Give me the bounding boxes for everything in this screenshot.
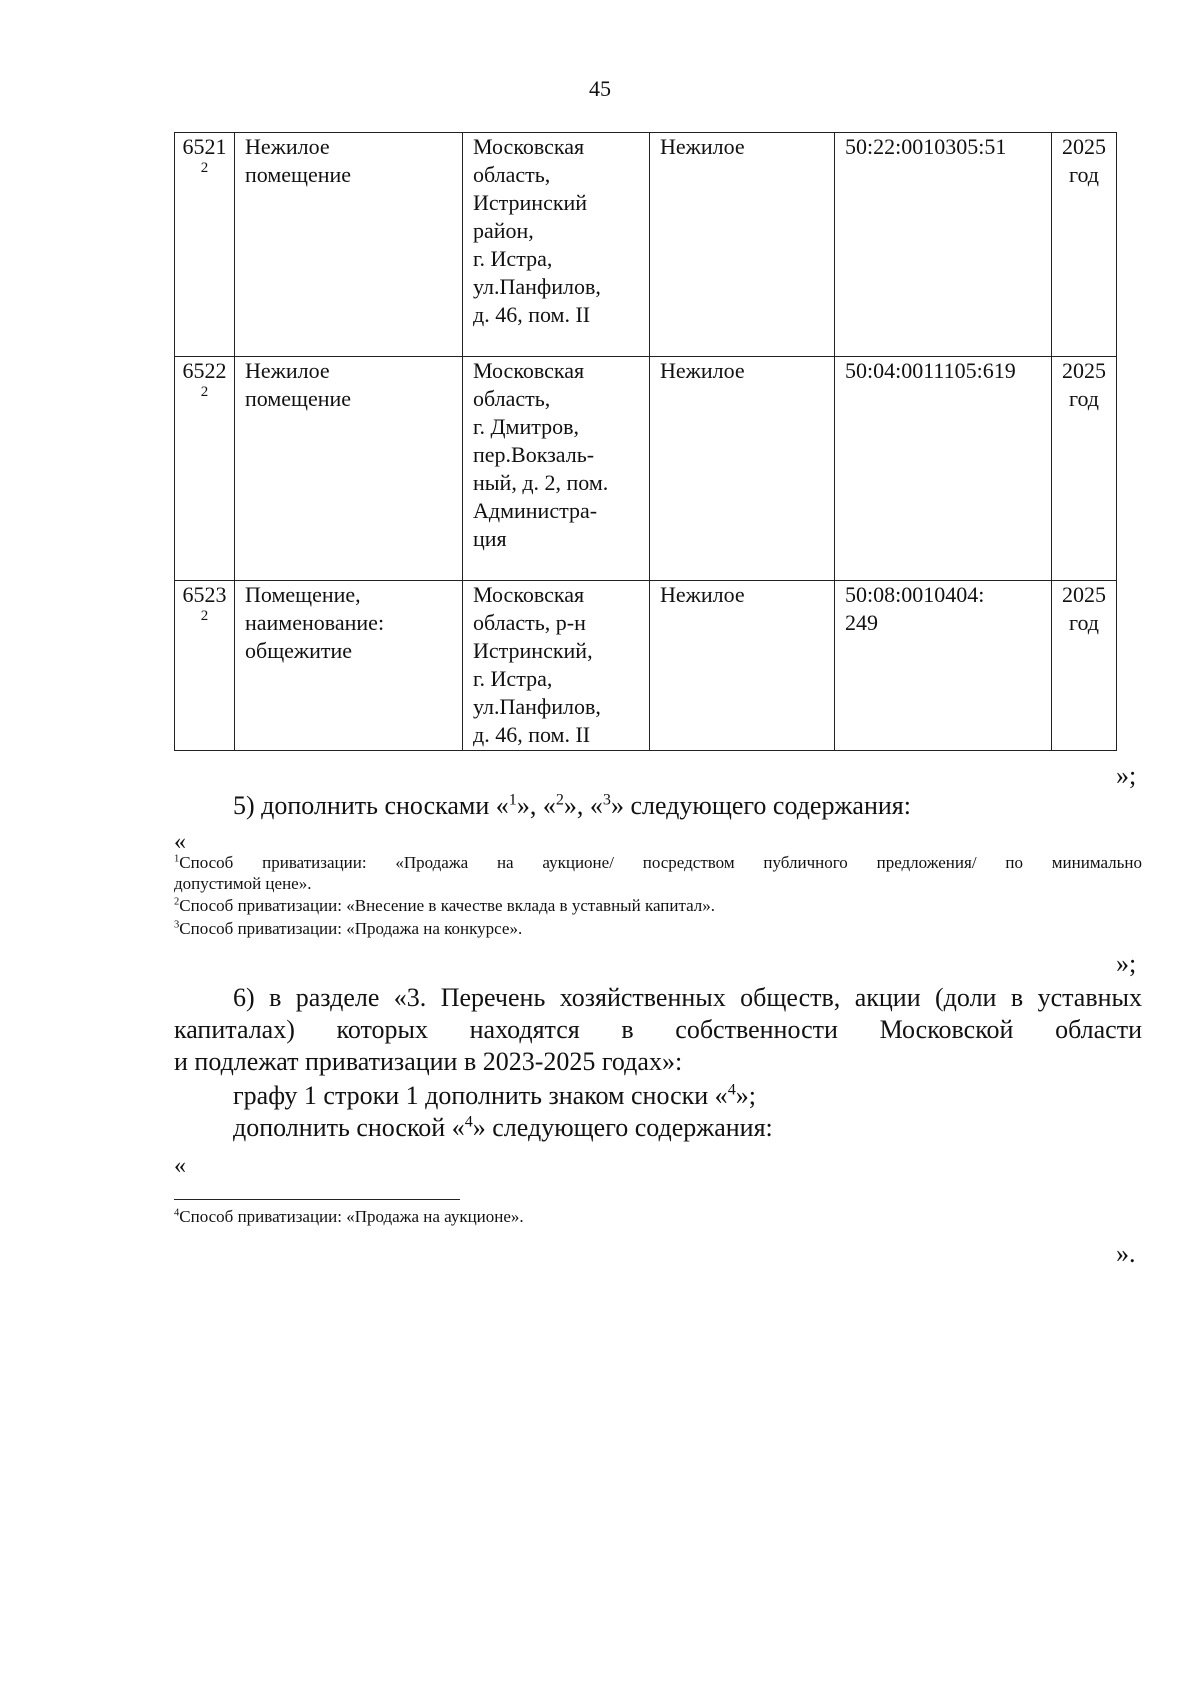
item-5-sep: », « [516,791,556,820]
footnote-ref: 4 [464,1113,473,1131]
table-row [175,581,1117,751]
object-address: Московская область, г. Дмитров, пер.Вокзаль- ный, д. 2, пом. Администра- ция [463,357,650,581]
footnote-2 [174,895,715,916]
footnote-text: Способ приватизации: «Продажа на аукционе/ посредством публичного предложения/ по минимально [179,853,1142,872]
row-number-cell [175,581,235,751]
property-table [174,132,1117,751]
object-name: Нежилое помещение [235,357,463,581]
footnote-1-line-1 [174,852,1142,873]
footnote-mark: 1 [174,853,180,865]
item-6-line-3: и подлежат приватизации в 2023-2025 годах»: [174,1047,683,1076]
closing-quote: »; [1116,761,1137,790]
object-address: Московская область, Истринский район, г. Истра, ул.Панфилов, д. 46, пом. II [463,133,650,357]
item-5-sep: », « [563,791,603,820]
table-row [175,357,1117,581]
add-suffix: » следующего содержания: [472,1113,773,1142]
footnote-text: Способ приватизации: «Внесение в качестве вклада в уставный капитал». [179,896,716,915]
footnote-ref: 2 [555,791,564,809]
cadastral-number: 50:04:0011105:619 [835,357,1052,581]
footnote-mark: 3 [174,919,180,931]
footnote-1-line-2: допустимой цене». [174,874,312,893]
footnote-mark: 4 [174,1207,180,1219]
footnote-ref: 1 [508,791,517,809]
graph-prefix: графу 1 строки 1 дополнить знаком сноски « [233,1081,728,1110]
row-number: 6523 [182,582,227,607]
closing-quote: »; [1116,949,1137,978]
footnote-text: Способ приватизации: «Продажа на конкурсе». [179,919,523,938]
item-6-line-1: 6) в разделе «3. Перечень хозяйственных обществ, акции (доли в уставных [233,983,1142,1012]
row-number-cell [175,133,235,357]
opening-quote: « [174,829,186,855]
object-purpose: Нежилое [650,357,835,581]
row-number-cell [175,357,235,581]
object-purpose: Нежилое [650,133,835,357]
object-purpose: Нежилое [650,581,835,751]
opening-quote: « [174,1153,186,1179]
footnote-4 [174,1206,524,1227]
row-footnote-mark: 2 [200,608,209,624]
add-footnote-instruction [233,1112,773,1144]
row-number: 6522 [182,358,227,383]
footnote-text: Способ приватизации: «Продажа на аукционе». [179,1207,524,1226]
cadastral-number: 50:22:0010305:51 [835,133,1052,357]
footnote-ref: 3 [602,791,611,809]
object-name: Помещение, наименование: общежитие [235,581,463,751]
footnote-3 [174,918,522,939]
add-prefix: дополнить сноской « [233,1113,465,1142]
table-row [175,133,1117,357]
graph-instruction [233,1080,756,1112]
page-number: 45 [589,76,611,101]
object-address: Московская область, р-н Истринский, г. Истра, ул.Панфилов, д. 46, пом. II [463,581,650,751]
footnote-separator [174,1199,460,1200]
privatization-year: 2025 год [1052,133,1117,357]
item-6-line-2: капиталах) которых находятся в собственности Московской области [174,1015,1142,1044]
item-5 [233,790,911,822]
item-5-prefix: 5) дополнить сносками « [233,791,509,820]
privatization-year: 2025 год [1052,581,1117,751]
cadastral-number: 50:08:0010404: 249 [835,581,1052,751]
row-footnote-mark: 2 [200,384,209,400]
row-number: 6521 [182,134,227,159]
closing-quote: ». [1116,1239,1136,1268]
object-name: Нежилое помещение [235,133,463,357]
graph-suffix: »; [735,1081,756,1110]
footnote-ref: 4 [727,1081,736,1099]
privatization-year: 2025 год [1052,357,1117,581]
item-5-suffix: » следующего содержания: [610,791,911,820]
footnote-mark: 2 [174,896,180,908]
row-footnote-mark: 2 [200,160,209,176]
